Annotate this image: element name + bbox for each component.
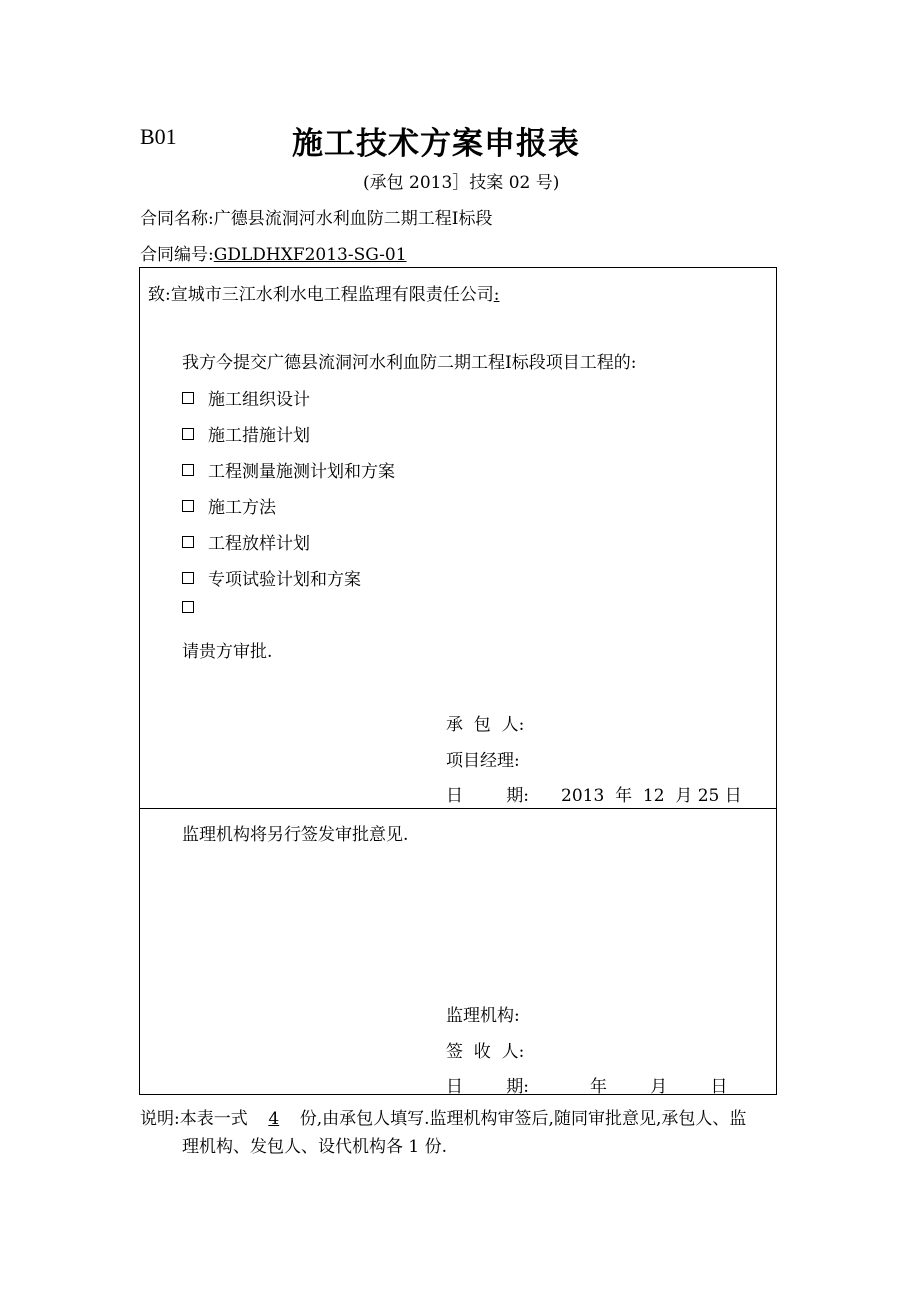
contract-name-line: [140, 204, 492, 229]
contract-name-value: 广德县流洞河水利血防二期工程Ⅰ标段: [213, 209, 493, 229]
review-date-value: 年 月 日: [590, 1077, 728, 1097]
recipient-colon: :: [493, 285, 500, 305]
checkbox[interactable]: [182, 601, 194, 613]
receiver-label: 签 收 人:: [446, 1042, 525, 1062]
checkbox[interactable]: [182, 536, 194, 548]
review-date-label: 日 期:: [446, 1077, 529, 1097]
contract-number-label: 合同编号:: [140, 245, 214, 265]
checkbox[interactable]: [182, 392, 194, 404]
page-title: 施工技术方案申报表: [292, 126, 580, 162]
recipient-text: 致:宣城市三江水利水电工程监理有限责任公司: [148, 285, 494, 305]
checkbox[interactable]: [182, 428, 194, 440]
supervision-agency-label: 监理机构:: [446, 1006, 520, 1026]
option-survey-plan[interactable]: [182, 457, 395, 482]
footnote-line-2: 理机构、发包人、设代机构各 1 份.: [182, 1137, 448, 1157]
option-construction-design[interactable]: [182, 385, 310, 410]
checkbox[interactable]: [182, 500, 194, 512]
option-construction-measures[interactable]: [182, 421, 310, 446]
section-divider: [140, 808, 776, 809]
submission-date-label: 日 期:: [446, 786, 529, 806]
contractor-label: 承 包 人:: [446, 715, 525, 735]
checkbox[interactable]: [182, 572, 194, 584]
contract-number-line: [140, 240, 407, 265]
checkbox[interactable]: [182, 464, 194, 476]
contract-number-value: GDLDHXF2013-SG-01: [213, 245, 407, 265]
copies-count: 4: [268, 1109, 280, 1129]
footnote-line-1: [140, 1104, 746, 1129]
recipient-line: [148, 280, 499, 305]
footnote-prefix: 说明:本表一式: [140, 1109, 248, 1129]
option-label: 施工方法: [208, 498, 276, 518]
form-table: [139, 267, 777, 1095]
review-text: 监理机构将另行签发审批意见.: [182, 825, 409, 845]
document-number: (承包 2013］技案 02 号): [363, 173, 560, 193]
option-other[interactable]: [182, 601, 208, 613]
project-manager-label: 项目经理:: [446, 751, 520, 771]
option-label: 工程放样计划: [208, 534, 310, 554]
option-label: 专项试验计划和方案: [208, 570, 361, 590]
option-test-plan[interactable]: [182, 565, 361, 590]
contract-name-label: 合同名称:: [140, 209, 214, 229]
option-label: 施工组织设计: [208, 390, 310, 410]
form-code: B01: [140, 124, 177, 149]
option-label: 工程测量施测计划和方案: [208, 462, 395, 482]
option-label: 施工措施计划: [208, 426, 310, 446]
option-construction-method[interactable]: [182, 493, 276, 518]
submission-intro: 我方今提交广德县流洞河水利血防二期工程Ⅰ标段项目工程的:: [182, 353, 637, 373]
footnote-rest: 份,由承包人填写.监理机构审签后,随同审批意见,承包人、监: [299, 1109, 747, 1129]
option-staking-plan[interactable]: [182, 529, 310, 554]
submission-date-value: 2013 年 12 月 25 日: [561, 786, 742, 806]
approval-request: 请贵方审批.: [182, 642, 273, 662]
